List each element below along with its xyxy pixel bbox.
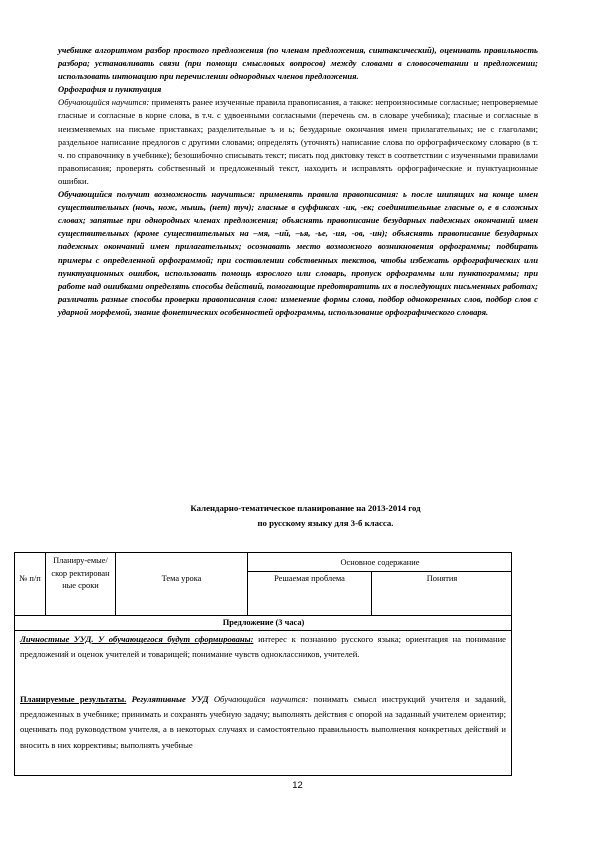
standards-text (58, 44, 538, 319)
learner-will-lead-2: Обучающийся научится: (213, 694, 309, 704)
learner-will-text: применять ранее изученные правила правописания, а также: непроизносимые согласные; непроверяемые гласные и согласные в корне слова, в т.ч. с удвоенными согласными (перечень см. в словаре учебника); гласные и согласные в неизменяемых на письме приставках; разделительные ъ и ь; безударные окончания имен прилагательных; не с глаголами; раздельное написание предлогов с другими словами; определять (уточнять) написание слова по орфографическому словарю (в т. ч. по справочнику в учебнике); безошибочно списывать текст; писать под диктовку текст в соответствии с изученными правилами правописания; проверять собственный и предложенный текст, находить и исправлять орфографические и пунктуационные ошибки. (58, 97, 538, 186)
subheading-orthography: Орфография и пунктуация (58, 84, 162, 95)
regulatory-uud-lead: Регулятивные УУД (126, 694, 214, 704)
planned-results-lead: Планируемые результаты. (20, 694, 127, 704)
learner-will-lead: Обучающийся научится: (58, 97, 150, 108)
personal-uud-lead: Личностные УУД. У обучающегося будут сформированы: (20, 634, 254, 644)
section-title: Предложение (3 часа) (222, 618, 305, 627)
paragraph-learner-will (58, 96, 538, 188)
regulatory-uud-text: понимать смысл инструкций учителя и заданий, предложенных в учебнике; принимать и сохранять учебную задачу; выполнять действия с опорой на заданный учителем ориентир; оценивать под руководством учителя, а в некоторых случаях и самостоятельно правильность выполнения конкретных действий и вносить в них коррективы; выполнять учебные (20, 694, 507, 750)
header-number: № п/п (19, 574, 41, 583)
planning-table (14, 552, 512, 776)
header-lesson-theme: Тема урока (161, 574, 202, 583)
paragraph-learner-opportunity: Обучающийся получит возможность научиться: применять правила правописания: ь после шипящих на конце имен существительных (ночь, нож, мышь, (нет) туч); гласные в суффиксах -ик, -ек; соединительные гласные о, е в сложных словах; запятые при однородных членах предложения; объяснять правописание безударных падежных окончаний имен существительных (кроме существительных на –мя, –ий, –ья, -ье, -ия, -ов, -ин); объяснять правописание безударных падежных окончаний имен прилагательных; осознавать место возможного возникновения орфограммы; подбирать примеры с определенной орфограммой; при составлении собственных текстов, чтобы избежать орфографических или пунктуационных ошибок, использовать помощь взрослого или словарь, пропуск орфограммы или пунктограммы; при работе над ошибками определять способы действий, помогающие предотвратить их в последующих письменных работах; различать разные способы проверки правописания слов: изменение формы слова, подбор однокоренных слов, подбор слов с ударной морфемой, знание фонетических особенностей орфограммы, использование орфографического словаря. (58, 189, 538, 317)
plan-title: Календарно-тематическое планирование на 2013-2014 год (190, 503, 421, 513)
page-number: 12 (292, 780, 303, 791)
plan-subtitle: по русскому языку для 3-б класса. (257, 518, 394, 528)
header-planned-dates: Планиру-емые/скор ректирован ные сроки (51, 556, 110, 590)
personal-uud-text: интерес к познанию русского языка; ориентация на понимание предложений и оценок учителей и товарищей; понимание чувств одноклассников, учителей. (20, 634, 506, 660)
header-problem: Решаемая проблема (274, 574, 345, 583)
paragraph-syntax: учебнике алгоритмом разбор простого предложения (по членам предложения, синтаксический), оценивать правильность разбора; устанавливать связи (при помощи смысловых вопросов) между словами в словосочетании и предложении; использовать интонацию при перечислении однородных членов предложения. (58, 45, 538, 82)
personal-uud-block (20, 632, 506, 662)
regulatory-uud-block (20, 692, 506, 753)
header-main-content: Основное содержание (340, 558, 420, 567)
header-concepts: Понятия (426, 574, 458, 583)
